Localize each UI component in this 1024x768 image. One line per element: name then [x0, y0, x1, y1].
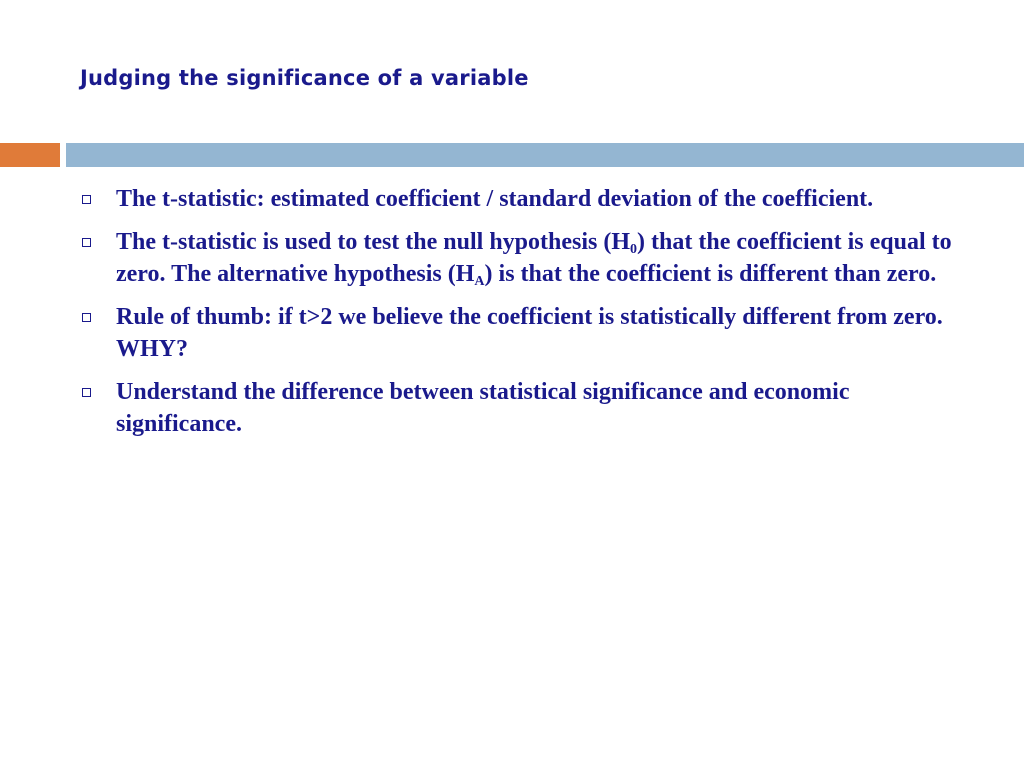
bullet-text-segment: The t-statistic is used to test the null hypothesis (H [116, 229, 631, 255]
accent-bar-orange [0, 143, 60, 167]
bullet-text-segment: ) is that the coefficient is different than zero. [484, 261, 937, 287]
bullet-item [80, 226, 960, 290]
bullet-item [80, 376, 960, 440]
hollow-square-bullet-icon [82, 313, 91, 322]
bullet-text [116, 304, 943, 362]
bullet-list [80, 183, 960, 451]
hollow-square-bullet-icon [82, 388, 91, 397]
bullet-text-segment: The t-statistic: estimated coefficient / standard deviation of the coefficient. [116, 186, 874, 212]
bullet-text-segment: Rule of thumb: if t>2 we believe the coefficient is statistically different from zero. WHY? [116, 304, 943, 362]
bullet-item [80, 183, 960, 215]
bullet-text-segment: ) that the coefficient is equal to zero. The alternative hypothesis (H [116, 229, 952, 287]
subscript-alternative: A [474, 274, 485, 289]
bullet-text-segment: Understand the difference between statistical significance and economic significance. [116, 379, 850, 437]
subscript-null: 0 [630, 242, 638, 257]
bullet-text [116, 229, 952, 287]
hollow-square-bullet-icon [82, 238, 91, 247]
slide-title: Judging the significance of a variable [80, 66, 529, 90]
hollow-square-bullet-icon [82, 195, 91, 204]
bullet-item [80, 301, 960, 365]
bullet-text [116, 186, 873, 212]
accent-bar-blue [66, 143, 1024, 167]
bullet-text [116, 379, 849, 437]
